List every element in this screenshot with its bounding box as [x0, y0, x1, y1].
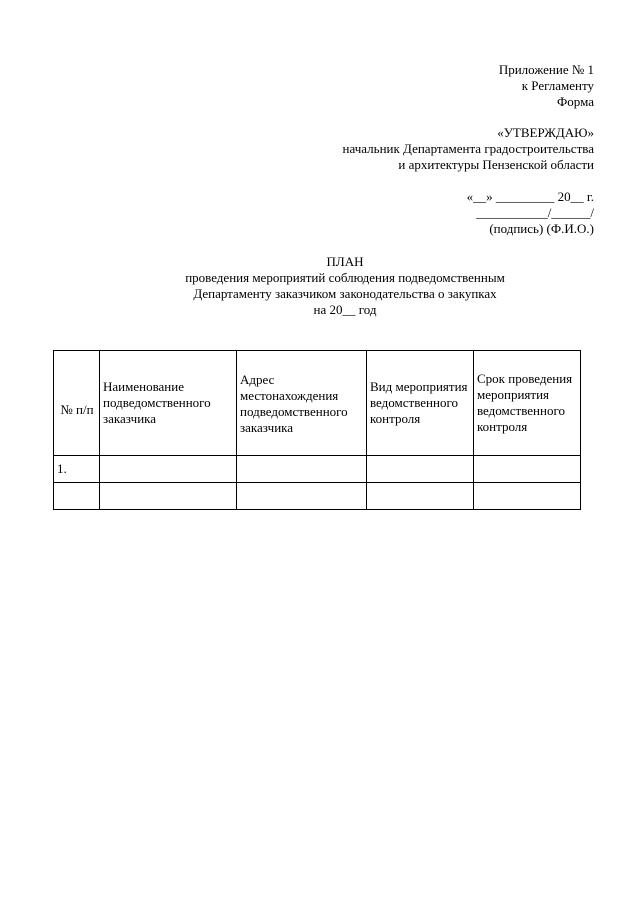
plan-table — [53, 350, 581, 510]
appendix-number: Приложение № 1 — [498, 62, 594, 77]
header-control-type: Вид мероприятия ведомственного контроля — [367, 351, 474, 456]
table-cell — [100, 456, 237, 483]
approver-position: начальник Департамента градостроительства — [342, 141, 594, 156]
signature-caption: (подпись) (Ф.И.О.) — [489, 221, 594, 236]
date-line: «__» _________ 20__ г. — [466, 189, 594, 204]
plan-year-line: на 20__ год — [313, 302, 377, 317]
table-cell — [474, 456, 581, 483]
plan-heading: ПЛАН — [326, 254, 364, 269]
signature-line: ___________/______/ — [476, 205, 594, 220]
table-cell — [54, 483, 100, 510]
plan-subtitle-line-1: проведения мероприятий соблюдения подведомственным — [185, 270, 505, 285]
table-cell — [474, 483, 581, 510]
table-cell — [367, 483, 474, 510]
header-control-term: Срок проведения мероприятия ведомственного контроля — [474, 351, 581, 456]
approval-block — [343, 125, 594, 173]
header-customer-name: Наименование подведомственного заказчика — [100, 351, 237, 456]
approver-department: и архитектуры Пензенской области — [398, 157, 594, 172]
approval-heading: «УТВЕРЖДАЮ» — [497, 125, 594, 140]
table-header-row — [54, 351, 581, 456]
appendix-reference: к Регламенту — [521, 78, 594, 93]
plan-title — [0, 254, 640, 318]
table-cell — [367, 456, 474, 483]
table-cell — [100, 483, 237, 510]
header-number: № п/п — [54, 351, 100, 456]
table-row — [54, 456, 581, 483]
table-row — [54, 483, 581, 510]
appendix-block — [499, 62, 594, 110]
signature-block — [467, 189, 594, 237]
table-cell — [237, 456, 367, 483]
appendix-form-label: Форма — [557, 94, 594, 109]
header-customer-address: Адрес местонахождения подведомственного заказчика — [237, 351, 367, 456]
table-cell — [237, 483, 367, 510]
plan-subtitle-line-2: Департаменту заказчиком законодательства о закупках — [193, 286, 497, 301]
table-cell: 1. — [54, 456, 100, 483]
